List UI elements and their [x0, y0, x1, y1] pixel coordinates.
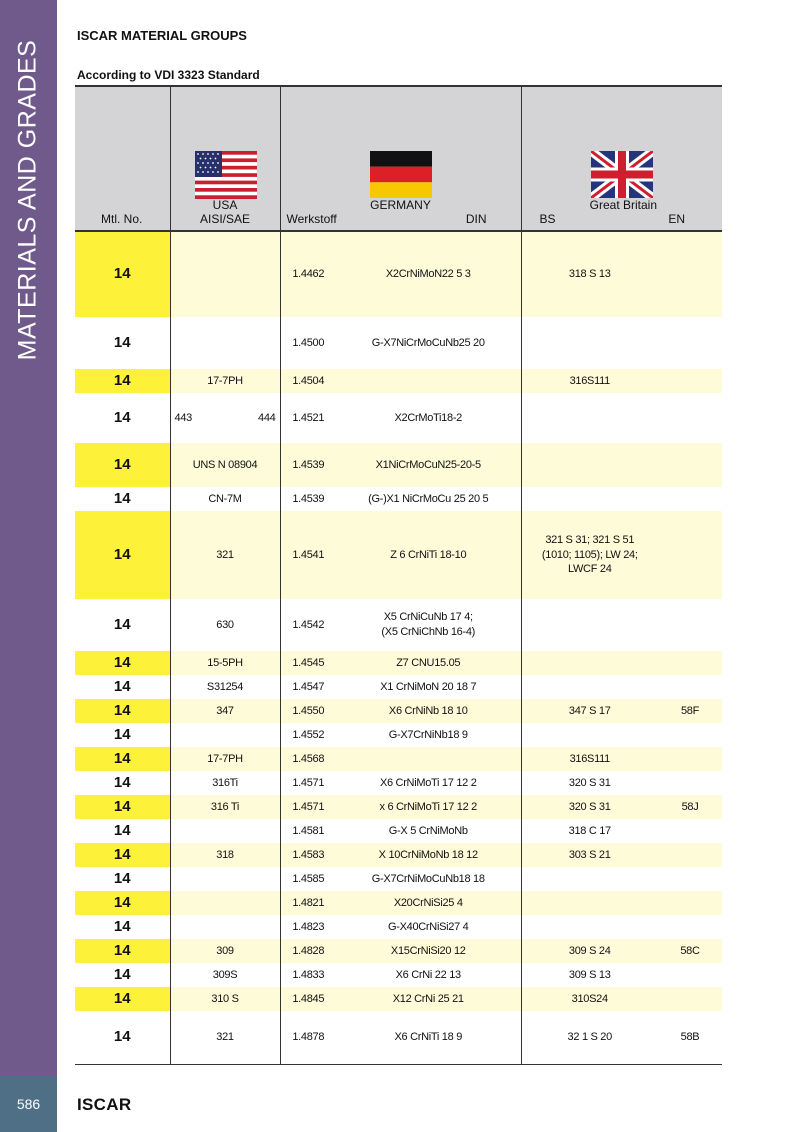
mtl-no-cell: 14: [75, 795, 170, 819]
bs-cell: [521, 867, 658, 891]
werkstoff-cell: 1.4545: [280, 651, 336, 675]
werkstoff-cell: 1.4462: [280, 231, 336, 317]
bs-cell: [521, 511, 658, 599]
germany-flag-icon: [370, 151, 432, 198]
mtl-no-cell: 14: [75, 963, 170, 987]
aisi-cell: [170, 867, 280, 891]
table-row: [75, 599, 722, 651]
bs-cell: [521, 675, 658, 699]
din-cell: X20CrNiSi25 4: [336, 891, 521, 915]
aisi-cell: [170, 891, 280, 915]
din-cell: X2CrMoTi18-2: [336, 393, 521, 443]
bs-cell: [521, 443, 658, 487]
table-row: [75, 891, 722, 915]
header-bs: BS: [539, 212, 556, 226]
mtl-no-cell: 14: [75, 723, 170, 747]
table-row: [75, 369, 722, 393]
werkstoff-cell: 1.4583: [280, 843, 336, 867]
bs-cell: 310S24: [521, 987, 658, 1011]
table-header-row: [75, 86, 722, 231]
werkstoff-cell: 1.4504: [280, 369, 336, 393]
bs-cell: 320 S 31: [521, 795, 658, 819]
din-cell: [336, 747, 521, 771]
mtl-no-cell: 14: [75, 1011, 170, 1064]
mtl-no-cell: 14: [75, 819, 170, 843]
en-cell: [658, 487, 722, 511]
aisi-cell: 316 Ti: [170, 795, 280, 819]
aisi-cell: 309: [170, 939, 280, 963]
aisi-cell: 309S: [170, 963, 280, 987]
header-din: DIN: [465, 212, 487, 226]
din-cell: G-X7CrNiNb18 9: [336, 723, 521, 747]
en-cell: [658, 511, 722, 599]
table-row: [75, 771, 722, 795]
bs-cell: 309 S 24: [521, 939, 658, 963]
en-cell: [658, 963, 722, 987]
din-cell: Z7 CNU15.05: [336, 651, 521, 675]
en-cell: [658, 915, 722, 939]
aisi-cell: 17-7PH: [170, 369, 280, 393]
mtl-no-cell: 14: [75, 317, 170, 369]
werkstoff-cell: 1.4571: [280, 795, 336, 819]
bs-line-3: LWCF 24: [567, 563, 612, 576]
table-row: [75, 939, 722, 963]
din-cell: X6 CrNiNb 18 10: [336, 699, 521, 723]
mtl-no-cell: 14: [75, 675, 170, 699]
din-cell: X15CrNiSi20 12: [336, 939, 521, 963]
mtl-no-cell: 14: [75, 987, 170, 1011]
bs-cell: 303 S 21: [521, 843, 658, 867]
en-cell: 58C: [658, 939, 722, 963]
mtl-no-cell: 14: [75, 487, 170, 511]
uk-flag-icon: [591, 151, 653, 198]
brand-logo-text: ISCAR: [77, 1095, 132, 1114]
aisi-cell: [170, 393, 280, 443]
bs-line-2: (1010; 1105); LW 24;: [541, 548, 638, 561]
werkstoff-cell: 1.4568: [280, 747, 336, 771]
table-row: [75, 443, 722, 487]
header-usa: [170, 86, 280, 231]
header-mtl-no-label: Mtl. No.: [101, 212, 143, 226]
bs-cell: 318 C 17: [521, 819, 658, 843]
mtl-no-cell: 14: [75, 599, 170, 651]
table-row: [75, 867, 722, 891]
header-werkstoff: Werkstoff: [286, 212, 337, 226]
werkstoff-cell: 1.4542: [280, 599, 336, 651]
en-cell: 58B: [658, 1011, 722, 1064]
bs-cell: 32 1 S 20: [521, 1011, 658, 1064]
mtl-no-cell: 14: [75, 393, 170, 443]
din-cell: Z 6 CrNiTi 18-10: [336, 511, 521, 599]
din-cell: G-X40CrNiSi27 4: [336, 915, 521, 939]
din-cell: x 6 CrNiMoTi 17 12 2: [336, 795, 521, 819]
werkstoff-cell: 1.4585: [280, 867, 336, 891]
din-cell: X2CrNiMoN22 5 3: [336, 231, 521, 317]
bs-cell: 347 S 17: [521, 699, 658, 723]
sidebar: [0, 0, 57, 1132]
aisi-value-alt: 444: [258, 411, 276, 424]
table-row: [75, 699, 722, 723]
din-cell: X1 CrNiMoN 20 18 7: [336, 675, 521, 699]
werkstoff-cell: 1.4539: [280, 487, 336, 511]
bs-cell: [521, 891, 658, 915]
table-row: [75, 747, 722, 771]
table-row: [75, 231, 722, 317]
din-line-2: (X5 CrNiChNb 16-4): [381, 626, 476, 638]
usa-flag-icon: [195, 151, 257, 199]
header-mtl-no: [75, 86, 170, 231]
aisi-cell: 17-7PH: [170, 747, 280, 771]
mtl-no-cell: 14: [75, 771, 170, 795]
bs-line-1: 321 S 31; 321 S 51: [545, 533, 635, 546]
en-cell: [658, 651, 722, 675]
bs-cell: [521, 487, 658, 511]
bs-cell: [521, 317, 658, 369]
din-line-1: X5 CrNiCuNb 17 4;: [383, 611, 473, 624]
table-row: [75, 393, 722, 443]
mtl-no-cell: 14: [75, 651, 170, 675]
din-cell: X6 CrNi 22 13: [336, 963, 521, 987]
table-row: [75, 819, 722, 843]
aisi-cell: UNS N 08904: [170, 443, 280, 487]
aisi-cell: [170, 723, 280, 747]
werkstoff-cell: 1.4833: [280, 963, 336, 987]
werkstoff-cell: 1.4500: [280, 317, 336, 369]
en-cell: [658, 867, 722, 891]
header-usa-country: USA: [212, 198, 238, 212]
mtl-no-cell: 14: [75, 867, 170, 891]
en-cell: [658, 369, 722, 393]
werkstoff-cell: 1.4550: [280, 699, 336, 723]
en-cell: [658, 747, 722, 771]
bs-cell: [521, 915, 658, 939]
werkstoff-cell: 1.4878: [280, 1011, 336, 1064]
din-cell: X12 CrNi 25 21: [336, 987, 521, 1011]
mtl-no-cell: 14: [75, 843, 170, 867]
material-groups-table-wrap: [75, 85, 722, 1065]
en-cell: [658, 843, 722, 867]
aisi-cell: 318: [170, 843, 280, 867]
aisi-cell: [170, 819, 280, 843]
din-cell: [336, 369, 521, 393]
table-row: [75, 987, 722, 1011]
werkstoff-cell: 1.4521: [280, 393, 336, 443]
werkstoff-cell: 1.4539: [280, 443, 336, 487]
bs-cell: [521, 599, 658, 651]
aisi-cell: 310 S: [170, 987, 280, 1011]
page-number: 586: [0, 1076, 57, 1132]
header-germany: [280, 86, 521, 231]
en-cell: [658, 675, 722, 699]
en-cell: [658, 771, 722, 795]
bs-cell: 316S111: [521, 747, 658, 771]
mtl-no-cell: 14: [75, 231, 170, 317]
aisi-cell: 15-5PH: [170, 651, 280, 675]
en-cell: [658, 723, 722, 747]
din-cell: [336, 599, 521, 651]
en-cell: 58F: [658, 699, 722, 723]
din-cell: G-X 5 CrNiMoNb: [336, 819, 521, 843]
aisi-cell: [170, 915, 280, 939]
header-usa-standard: AISI/SAE: [199, 212, 251, 226]
table-row: [75, 511, 722, 599]
mtl-no-cell: 14: [75, 939, 170, 963]
din-cell: X6 CrNiMoTi 17 12 2: [336, 771, 521, 795]
werkstoff-cell: 1.4828: [280, 939, 336, 963]
aisi-cell: 347: [170, 699, 280, 723]
bs-cell: [521, 651, 658, 675]
header-en: EN: [668, 212, 685, 226]
en-cell: [658, 393, 722, 443]
table-row: [75, 487, 722, 511]
table-row: [75, 963, 722, 987]
mtl-no-cell: 14: [75, 915, 170, 939]
en-cell: 58J: [658, 795, 722, 819]
en-cell: [658, 987, 722, 1011]
en-cell: [658, 443, 722, 487]
din-cell: G-X7NiCrMoCuNb25 20: [336, 317, 521, 369]
page-title: ISCAR MATERIAL GROUPS: [77, 28, 247, 43]
din-cell: (G-)X1 NiCrMoCu 25 20 5: [336, 487, 521, 511]
werkstoff-cell: 1.4821: [280, 891, 336, 915]
mtl-no-cell: 14: [75, 443, 170, 487]
header-britain-country: Great Britain: [589, 198, 657, 212]
aisi-cell: [170, 317, 280, 369]
material-groups-table: [75, 85, 722, 1065]
aisi-cell: 316Ti: [170, 771, 280, 795]
table-row: [75, 723, 722, 747]
bs-cell: 318 S 13: [521, 231, 658, 317]
aisi-cell: [170, 231, 280, 317]
en-cell: [658, 891, 722, 915]
din-cell: X6 CrNiTi 18 9: [336, 1011, 521, 1064]
table-row: [75, 795, 722, 819]
header-britain: [521, 86, 722, 231]
table-row: [75, 1011, 722, 1064]
en-cell: [658, 317, 722, 369]
bs-cell: 316S111: [521, 369, 658, 393]
page-subtitle: According to VDI 3323 Standard: [77, 68, 260, 82]
aisi-cell: 321: [170, 511, 280, 599]
aisi-cell: S31254: [170, 675, 280, 699]
werkstoff-cell: 1.4547: [280, 675, 336, 699]
bs-cell: 320 S 31: [521, 771, 658, 795]
mtl-no-cell: 14: [75, 891, 170, 915]
din-cell: X 10CrNiMoNb 18 12: [336, 843, 521, 867]
aisi-cell: 630: [170, 599, 280, 651]
din-cell: X1NiCrMoCuN25-20-5: [336, 443, 521, 487]
werkstoff-cell: 1.4823: [280, 915, 336, 939]
mtl-no-cell: 14: [75, 747, 170, 771]
din-cell: G-X7CrNiMoCuNb18 18: [336, 867, 521, 891]
en-cell: [658, 819, 722, 843]
mtl-no-cell: 14: [75, 511, 170, 599]
bs-cell: 309 S 13: [521, 963, 658, 987]
mtl-no-cell: 14: [75, 369, 170, 393]
table-row: [75, 675, 722, 699]
werkstoff-cell: 1.4581: [280, 819, 336, 843]
bs-cell: [521, 723, 658, 747]
aisi-cell: 321: [170, 1011, 280, 1064]
bs-cell: [521, 393, 658, 443]
mtl-no-cell: 14: [75, 699, 170, 723]
section-title: MATERIALS AND GRADES: [13, 39, 42, 361]
aisi-value: 443: [174, 411, 192, 424]
table-row: [75, 317, 722, 369]
werkstoff-cell: 1.4541: [280, 511, 336, 599]
werkstoff-cell: 1.4845: [280, 987, 336, 1011]
aisi-cell: CN-7M: [170, 487, 280, 511]
table-row: [75, 843, 722, 867]
en-cell: [658, 231, 722, 317]
table-row: [75, 915, 722, 939]
werkstoff-cell: 1.4571: [280, 771, 336, 795]
werkstoff-cell: 1.4552: [280, 723, 336, 747]
header-germany-country: GERMANY: [370, 198, 431, 212]
table-row: [75, 651, 722, 675]
en-cell: [658, 599, 722, 651]
